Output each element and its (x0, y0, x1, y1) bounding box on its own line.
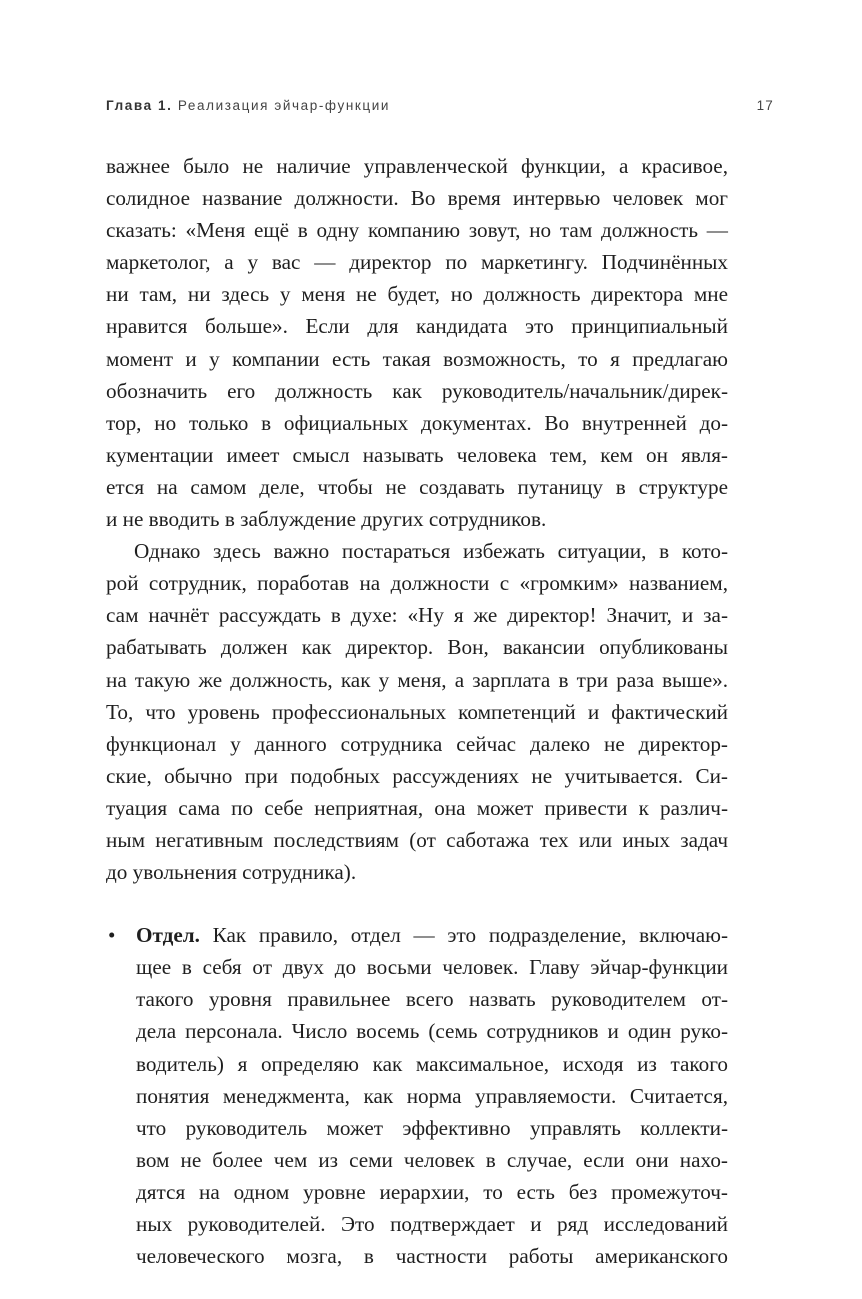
bullet-marker: • (108, 923, 116, 948)
paragraph-line: рабатывать должен как директор. Вон, вакансии опубликованы (106, 635, 728, 660)
paragraph-line: туация сама по себе неприятная, она может привести к различ- (106, 795, 728, 820)
paragraph-line: на такую же должность, как у меня, а зарплата в три раза выше». (106, 667, 728, 692)
running-header (106, 96, 774, 116)
paragraph-line: сказать: «Меня ещё в одну компанию зовут, но там должность — (106, 218, 728, 243)
bullet-line: дела персонала. Число восемь (семь сотрудников и один руко- (136, 1019, 728, 1044)
paragraph-line: до увольнения сотрудника). (106, 860, 357, 885)
paragraph-line: важнее было не наличие управленческой функции, а красивое, (106, 154, 728, 178)
bullet-line: водитель) я определяю как максимальное, исходя из такого (136, 1051, 728, 1076)
paragraph-line: функционал у данного сотрудника сейчас далеко не директор- (106, 731, 728, 756)
bullet-line: щее в себя от двух до восьми человек. Главу эйчар-функции (136, 955, 728, 980)
bullet-line: вом не более чем из семи человек в случае, если они нахо- (136, 1147, 728, 1172)
bullet-term: Отдел. (136, 923, 200, 948)
paragraph-line: ские, обычно при подобных рассуждениях не учитывается. Си- (106, 763, 728, 788)
page-number: 17 (756, 98, 774, 113)
paragraph-line: момент и у компании есть такая возможность, то я предлагаю (106, 346, 728, 371)
paragraph-line: рой сотрудник, поработав на должности с «громким» названием, (106, 571, 728, 596)
paragraph-line: обозначить его должность как руководитель/начальник/дирек- (106, 378, 728, 403)
paragraph-line: нравится больше». Если для кандидата это принципиальный (106, 314, 728, 339)
paragraph-line: тор, но только в официальных документах. Во внутренней до- (106, 410, 728, 435)
paragraph-line: То, что уровень профессиональных компетенций и фактический (106, 699, 728, 724)
paragraph-line: ется на самом деле, чтобы не создавать путаницу в структуре (106, 474, 728, 499)
paragraph-line: солидное название должности. Во время интервью человек мог (106, 186, 728, 211)
bullet-first-line (136, 919, 728, 951)
paragraph-line: Однако здесь важно постараться избежать ситуации, в кото- (134, 539, 728, 564)
bullet-line: понятия менеджмента, как норма управляемости. Считается, (136, 1083, 728, 1108)
body-text (106, 150, 728, 1272)
bullet-first-line-text: Как правило, отдел — это подразделение, включаю- (199, 923, 728, 948)
bullet-item-department (106, 919, 728, 1272)
bullet-line: человеческого мозга, в частности работы американского (136, 1244, 728, 1269)
paragraph-line: ным негативным последствиям (от саботажа тех или иных задач (106, 827, 728, 852)
paragraph-line: кументации имеет смысл называть человека тем, кем он явля- (106, 442, 728, 467)
bullet-line: дятся на одном уровне иерархии, то есть без промежуточ- (136, 1179, 728, 1204)
paragraph-2 (106, 535, 728, 888)
paragraph-gap (106, 888, 728, 919)
bullet-line: ных руководителей. Это подтверждает и ряд исследований (136, 1212, 728, 1236)
bullet-line: такого уровня правильнее всего назвать руководителем от- (136, 987, 728, 1012)
paragraph-line: и не вводить в заблуждение других сотрудников. (106, 507, 547, 532)
chapter-label: Глава 1. (106, 98, 173, 113)
paragraph-1 (106, 150, 728, 535)
bullet-line: что руководитель может эффективно управлять коллекти- (136, 1115, 728, 1140)
paragraph-line: ни там, ни здесь у меня не будет, но должность директора мне (106, 282, 728, 307)
chapter-title: Реализация эйчар-функции (177, 98, 391, 113)
paragraph-line: сам начнёт рассуждать в духе: «Ну я же директор! Значит, и за- (106, 603, 728, 628)
paragraph-line: маркетолог, а у вас — директор по маркетингу. Подчинённых (106, 250, 728, 275)
